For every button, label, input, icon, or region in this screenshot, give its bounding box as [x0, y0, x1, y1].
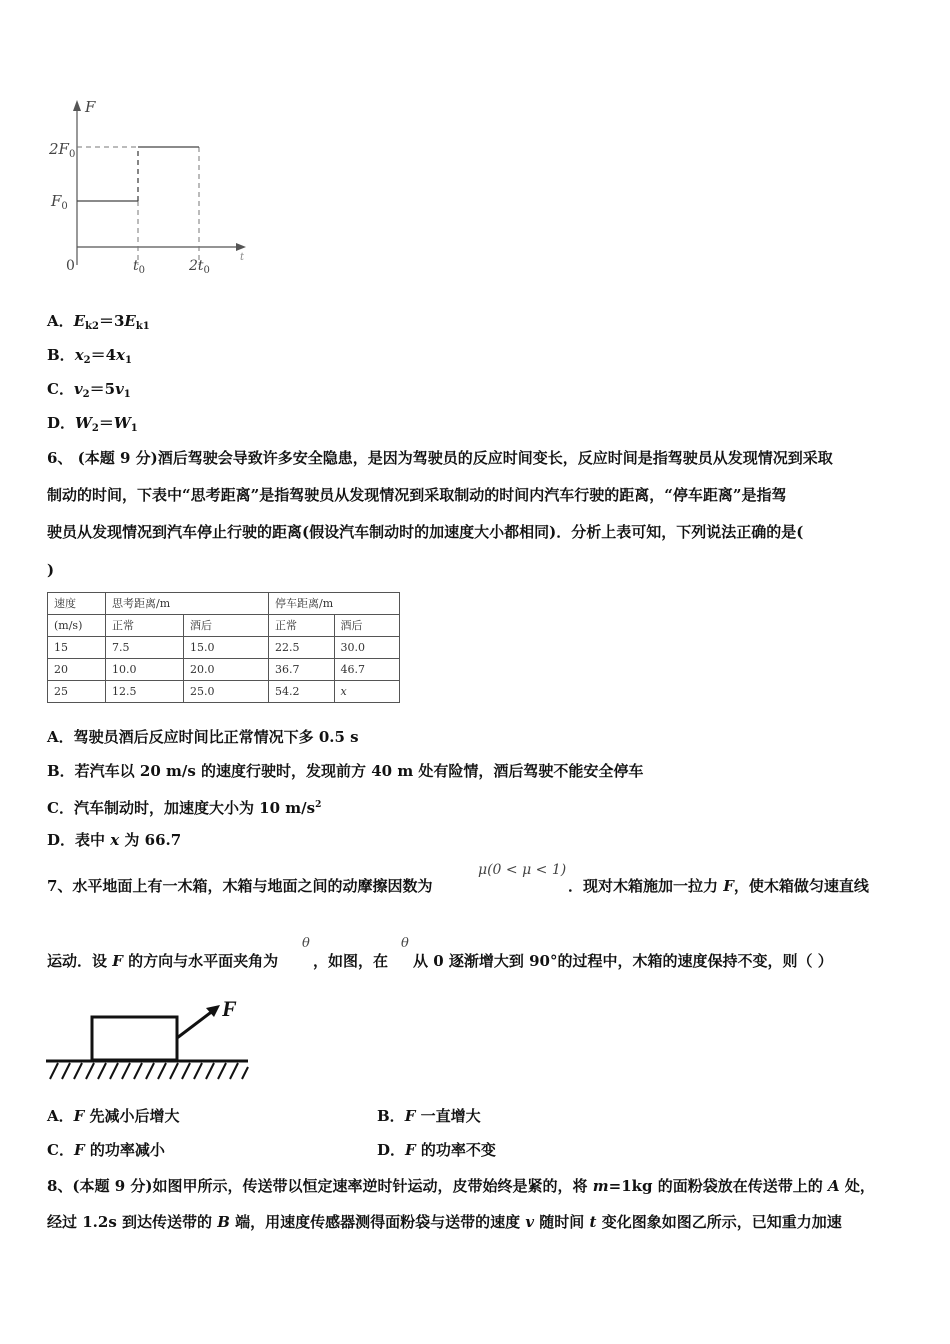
q7-stem-line2a: 运动．设 F 的方向与水平面夹角为 — [47, 952, 279, 970]
q7-stem-line1a: 7、水平地面上有一木箱，木箱与地面之间的动摩擦因数为 — [47, 877, 433, 895]
table-cell: 10.0 — [106, 659, 184, 681]
table-header-stop: 停车距离/m — [269, 593, 400, 615]
table-cell: 25 — [48, 681, 106, 703]
braking-distance-table — [47, 592, 400, 703]
graph-label-t0: $t_0$ — [133, 258, 146, 276]
table-cell: 20.0 — [184, 659, 269, 681]
q7-mu-expression: μ(0 < μ < 1) — [478, 862, 567, 878]
q7-stem-line2c: ，如图，在 — [313, 952, 389, 970]
q6-option-b: B．若汽车以 20 m/s 的速度行驶时，发现前方 40 m 处有险情，酒后驾驶不能安全停车 — [47, 762, 644, 780]
box-force-figure — [44, 995, 250, 1085]
graph-label-f: F — [85, 98, 96, 116]
table-header-drunk: 酒后 — [334, 615, 400, 637]
graph-label-origin: 0 — [66, 258, 75, 274]
q8-stem-line1: 8、(本题 9 分)如图甲所示，传送带以恒定速率逆时针运动，皮带始终是紧的，将 m=1kg 的面粉袋放在传送带上的 A 处， — [47, 1177, 875, 1195]
table-header-think: 思考距离/m — [106, 593, 269, 615]
q5-option-a: A．$E_{k2}=3E_{k1}$ — [47, 312, 150, 332]
table-header-unit: (m/s) — [48, 615, 106, 637]
q7-option-c: C．F 的功率减小 — [47, 1141, 165, 1159]
graph-label-t: t — [240, 252, 245, 263]
q6-stem-line2: 制动的时间，下表中“思考距离”是指驾驶员从发现情况到采取制动的时间内汽车行驶的距离，“停车距离”是指驾 — [47, 486, 787, 504]
q7-stem-line1b: ．现对木箱施加一拉力 F，使木箱做匀速直线 — [568, 877, 869, 895]
table-cell: 25.0 — [184, 681, 269, 703]
table-header-normal: 正常 — [269, 615, 335, 637]
q6-stem-line3: 驶员从发现情况到汽车停止行驶的距离(假设汽车制动时的加速度大小都相同)．分析上表可知，下列说法正确的是( — [47, 523, 804, 541]
table-cell: 12.5 — [106, 681, 184, 703]
q7-option-a: A．F 先减小后增大 — [47, 1107, 180, 1125]
table-row — [48, 659, 400, 681]
table-cell: 15.0 — [184, 637, 269, 659]
figure-force-label: F — [222, 996, 237, 1021]
table-header-drunk: 酒后 — [184, 615, 269, 637]
table-cell: 30.0 — [334, 637, 400, 659]
table-header-normal: 正常 — [106, 615, 184, 637]
force-time-graph — [40, 95, 255, 280]
table-row — [48, 637, 400, 659]
q6-stem-line1: 6、 (本题 9 分)酒后驾驶会导致许多安全隐患，是因为驾驶员的反应时间变长，反应时间是指驾驶员从发现情况到采取 — [47, 449, 833, 467]
table-cell: 20 — [48, 659, 106, 681]
ground-hatching — [50, 1063, 248, 1079]
table-cell: 36.7 — [269, 659, 335, 681]
y-axis-arrow — [73, 100, 81, 111]
x-axis-arrow — [236, 243, 246, 251]
table-header-speed: 速度 — [48, 593, 106, 615]
q5-option-d: D．$W_2=W_1$ — [47, 414, 138, 434]
table-cell: 15 — [48, 637, 106, 659]
graph-label-2f0: $2F_0$ — [49, 140, 76, 160]
q8-stem-line2: 经过 1.2s 到达传送带的 B 端，用速度传感器测得面粉袋与送带的速度 v 随时间 t 变化图象如图乙所示，已知重力加速 — [47, 1213, 842, 1231]
q7-theta-symbol-2: θ — [401, 936, 409, 951]
table-cell: 46.7 — [334, 659, 400, 681]
table-cell: 22.5 — [269, 637, 335, 659]
graph-label-f0: $F_0$ — [51, 192, 68, 212]
q5-option-b: B．$x_2=4x_1$ — [47, 346, 132, 366]
q6-stem-line4: ) — [47, 561, 55, 579]
table-cell: 54.2 — [269, 681, 335, 703]
q5-option-c: C．$v_2=5v_1$ — [47, 380, 131, 400]
table-cell: 7.5 — [106, 637, 184, 659]
graph-label-2t0: $2t_0$ — [189, 258, 210, 276]
q7-option-d: D．F 的功率不变 — [377, 1141, 496, 1159]
force-arrow-shaft — [177, 1010, 214, 1038]
table-cell: x — [334, 681, 400, 703]
q6-option-a: A．驾驶员酒后反应时间比正常情况下多 0.5 s — [47, 728, 359, 746]
q7-stem-line2d: 从 0 逐渐增大到 90°的过程中，木箱的速度保持不变，则（ ） — [413, 952, 833, 970]
q7-option-b: B．F 一直增大 — [377, 1107, 481, 1125]
q6-option-c: C．汽车制动时，加速度大小为 10 $m/s^2$ — [47, 799, 322, 817]
q6-option-d: D．表中 x 为 66.7 — [47, 831, 182, 849]
q7-theta-symbol: θ — [302, 936, 310, 951]
wooden-box — [92, 1017, 177, 1060]
table-row — [48, 681, 400, 703]
